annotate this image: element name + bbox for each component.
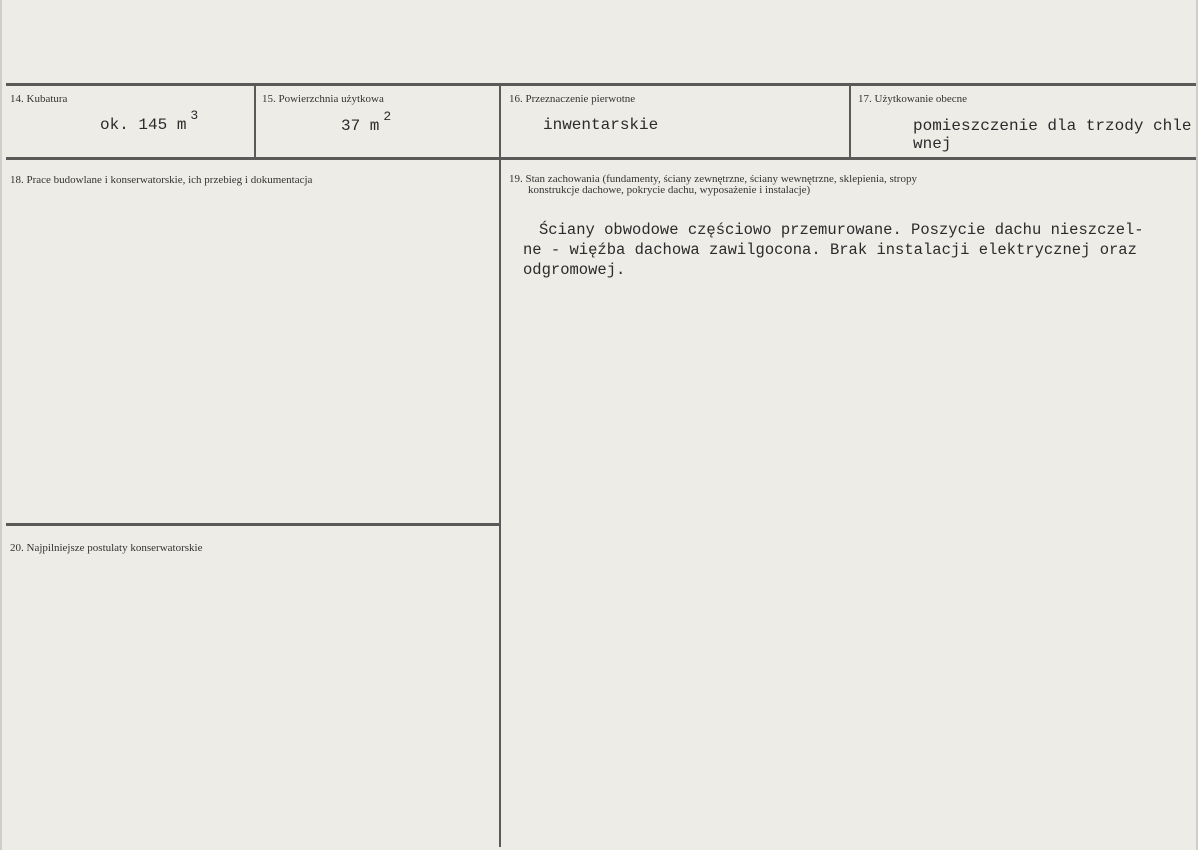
uzytkowanie-value-line2: wnej bbox=[913, 135, 952, 153]
stan-text-line: odgromowej. bbox=[523, 261, 626, 279]
powierzchnia-value-text: 37 m bbox=[341, 117, 380, 135]
kubatura-value-text: ok. 145 m bbox=[100, 116, 187, 134]
col-divider-1 bbox=[254, 85, 256, 158]
top-rule bbox=[6, 83, 1196, 86]
kubatura-value bbox=[100, 108, 199, 134]
row-divider bbox=[6, 157, 1196, 160]
kubatura-label: 14. Kubatura bbox=[10, 93, 68, 105]
postulaty-label: 20. Najpilniejsze postulaty konserwatorskie bbox=[10, 542, 203, 554]
przeznaczenie-value: inwentarskie bbox=[543, 116, 659, 134]
powierzchnia-exponent: 2 bbox=[383, 109, 392, 124]
col-divider-2 bbox=[499, 85, 501, 847]
przeznaczenie-label: 16. Przeznaczenie pierwotne bbox=[509, 93, 636, 105]
uzytkowanie-value bbox=[913, 117, 1191, 153]
uzytkowanie-value-line1: pomieszczenie dla trzody chle bbox=[913, 117, 1192, 135]
stan-text-line: ne - więźba dachowa zawilgocona. Brak instalacji elektrycznej oraz bbox=[523, 241, 1137, 259]
powierzchnia-value bbox=[341, 109, 392, 135]
prace-label: 18. Prace budowlane i konserwatorskie, ich przebieg i dokumentacja bbox=[10, 174, 313, 186]
stan-text bbox=[523, 220, 1144, 280]
stan-label-line1: 19. Stan zachowania (fundamenty, ściany zewnętrzne, ściany wewnętrzne, sklepienia, stropy bbox=[509, 173, 917, 185]
stan-text-line: Ściany obwodowe częściowo przemurowane. Poszycie dachu nieszczel- bbox=[539, 221, 1144, 239]
uzytkowanie-label: 17. Użytkowanie obecne bbox=[858, 93, 968, 105]
stan-label-line2: konstrukcje dachowe, pokrycie dachu, wyposażenie i instalacje) bbox=[528, 184, 811, 196]
powierzchnia-label: 15. Powierzchnia użytkowa bbox=[262, 93, 384, 105]
col-divider-3 bbox=[849, 85, 851, 158]
section-divider bbox=[6, 523, 501, 526]
kubatura-exponent: 3 bbox=[190, 108, 199, 123]
